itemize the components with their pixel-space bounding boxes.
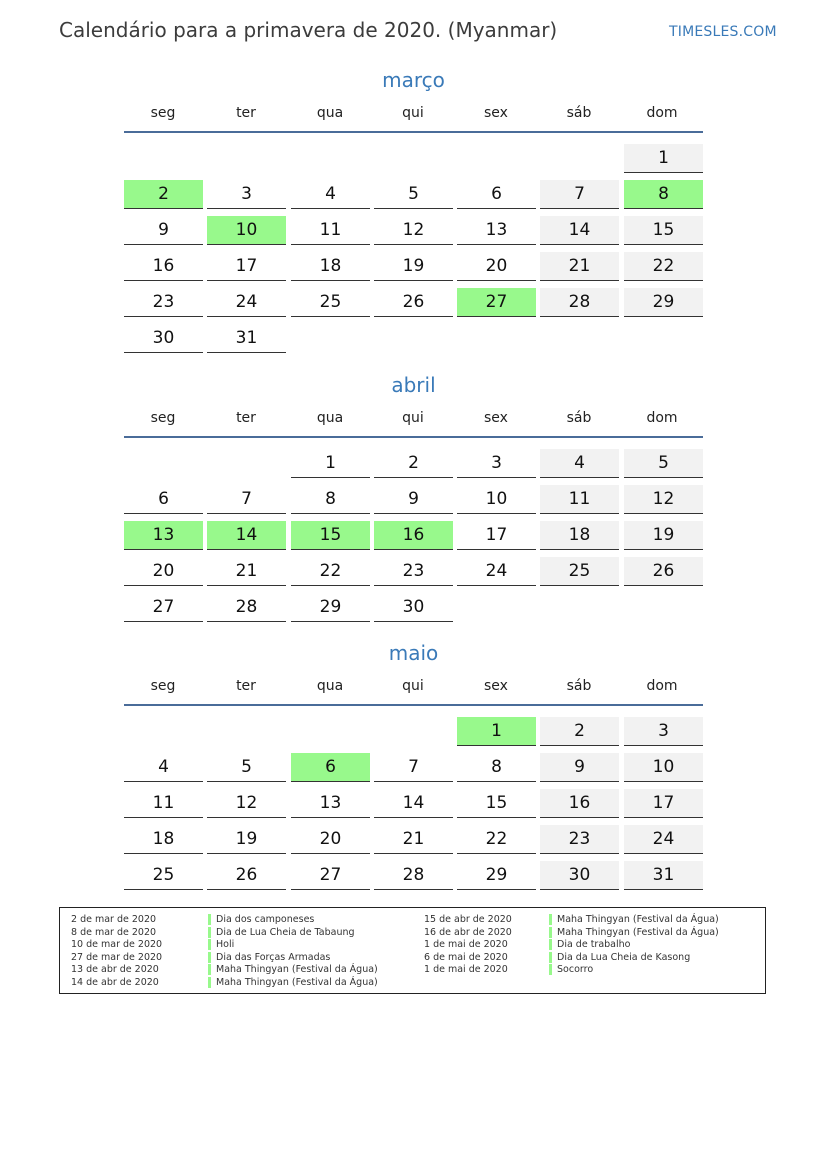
legend-color-marker — [208, 927, 211, 938]
day-cell[interactable]: 16 — [124, 252, 203, 281]
day-cell-holiday[interactable]: 13 — [124, 521, 203, 550]
day-cell[interactable]: 10 — [624, 753, 703, 782]
day-cell[interactable]: 27 — [291, 861, 370, 890]
day-cell[interactable]: 11 — [540, 485, 619, 514]
day-cell[interactable]: 29 — [624, 288, 703, 317]
day-cell[interactable]: 5 — [624, 449, 703, 478]
day-cell[interactable]: 20 — [457, 252, 536, 281]
weekday-header: dom — [646, 105, 678, 121]
day-cell[interactable]: 19 — [374, 252, 453, 281]
day-cell[interactable]: 11 — [291, 216, 370, 245]
weekday-header: seg — [150, 678, 176, 694]
day-cell[interactable]: 20 — [124, 557, 203, 586]
day-cell[interactable]: 18 — [124, 825, 203, 854]
day-cell[interactable]: 30 — [374, 593, 453, 622]
day-cell[interactable]: 12 — [374, 216, 453, 245]
day-cell[interactable]: 29 — [457, 861, 536, 890]
day-cell[interactable]: 1 — [624, 144, 703, 173]
weekday-header: sáb — [566, 678, 592, 694]
day-cell[interactable]: 5 — [374, 180, 453, 209]
day-cell[interactable]: 28 — [374, 861, 453, 890]
legend-date: 1 de mai de 2020 — [424, 964, 508, 976]
day-cell[interactable]: 18 — [540, 521, 619, 550]
legend-color-marker — [208, 939, 211, 950]
weekday-header: qui — [402, 105, 424, 121]
day-cell[interactable]: 11 — [124, 789, 203, 818]
header-rule — [124, 131, 703, 133]
day-cell[interactable]: 7 — [207, 485, 286, 514]
day-cell[interactable]: 25 — [540, 557, 619, 586]
day-cell[interactable]: 24 — [207, 288, 286, 317]
day-cell[interactable]: 5 — [207, 753, 286, 782]
legend-date: 6 de mai de 2020 — [424, 951, 508, 963]
legend-holiday-name: Holi — [216, 939, 235, 951]
legend-holiday-name: Maha Thingyan (Festival da Água) — [216, 964, 378, 976]
weekday-header: sex — [484, 678, 508, 694]
day-cell[interactable]: 17 — [207, 252, 286, 281]
legend-color-marker — [549, 927, 552, 938]
day-cell[interactable]: 7 — [540, 180, 619, 209]
day-cell[interactable]: 26 — [374, 288, 453, 317]
day-cell[interactable]: 12 — [624, 485, 703, 514]
day-cell[interactable]: 13 — [457, 216, 536, 245]
legend-holiday-name: Socorro — [557, 964, 594, 976]
day-cell[interactable]: 6 — [124, 485, 203, 514]
day-cell[interactable]: 31 — [624, 861, 703, 890]
day-cell[interactable]: 26 — [624, 557, 703, 586]
weekday-header: qua — [316, 678, 344, 694]
day-cell[interactable]: 30 — [124, 324, 203, 353]
weekday-header: seg — [150, 410, 176, 426]
legend-date: 27 de mar de 2020 — [71, 951, 163, 963]
day-cell[interactable]: 17 — [624, 789, 703, 818]
legend-holiday-name: Dia dos camponeses — [216, 914, 315, 925]
day-cell[interactable]: 6 — [457, 180, 536, 209]
day-cell[interactable]: 17 — [457, 521, 536, 550]
day-cell[interactable]: 8 — [457, 753, 536, 782]
header-rule — [124, 704, 703, 706]
day-cell-holiday[interactable]: 27 — [457, 288, 536, 317]
day-cell[interactable]: 4 — [540, 449, 619, 478]
day-cell[interactable]: 4 — [124, 753, 203, 782]
day-cell[interactable]: 4 — [291, 180, 370, 209]
day-cell[interactable]: 15 — [457, 789, 536, 818]
month-title: abril — [391, 373, 436, 397]
weekday-header: qui — [402, 678, 424, 694]
day-cell[interactable]: 13 — [291, 789, 370, 818]
day-cell[interactable]: 23 — [124, 288, 203, 317]
weekday-header: qua — [316, 105, 344, 121]
weekday-header: qua — [316, 410, 344, 426]
day-cell[interactable]: 21 — [374, 825, 453, 854]
day-cell[interactable]: 9 — [124, 216, 203, 245]
weekday-header: seg — [150, 105, 176, 121]
legend-color-marker — [208, 914, 211, 925]
legend-holiday-name: Dia de trabalho — [557, 939, 631, 951]
day-cell[interactable]: 7 — [374, 753, 453, 782]
legend-color-marker — [208, 952, 211, 963]
day-cell[interactable]: 22 — [457, 825, 536, 854]
day-cell-holiday[interactable]: 15 — [291, 521, 370, 550]
day-cell[interactable]: 28 — [540, 288, 619, 317]
day-cell[interactable]: 29 — [291, 593, 370, 622]
month-title: março — [382, 68, 445, 92]
day-cell[interactable]: 24 — [457, 557, 536, 586]
legend-date: 16 de abr de 2020 — [424, 926, 512, 938]
day-cell[interactable]: 23 — [540, 825, 619, 854]
day-cell[interactable]: 19 — [624, 521, 703, 550]
weekday-header: sáb — [566, 410, 592, 426]
month-title: maio — [388, 641, 439, 665]
day-cell[interactable]: 10 — [457, 485, 536, 514]
day-cell[interactable]: 15 — [624, 216, 703, 245]
day-cell-holiday[interactable]: 14 — [207, 521, 286, 550]
day-cell[interactable]: 9 — [540, 753, 619, 782]
weekday-header: ter — [236, 678, 256, 694]
legend-color-marker — [208, 964, 211, 975]
day-cell[interactable]: 14 — [374, 789, 453, 818]
day-cell[interactable]: 20 — [291, 825, 370, 854]
weekday-header: sáb — [566, 105, 592, 121]
day-cell[interactable]: 25 — [124, 861, 203, 890]
day-cell[interactable]: 9 — [374, 485, 453, 514]
day-cell-holiday[interactable]: 1 — [457, 717, 536, 746]
day-cell[interactable]: 21 — [207, 557, 286, 586]
day-cell[interactable]: 28 — [207, 593, 286, 622]
day-cell[interactable]: 27 — [124, 593, 203, 622]
day-cell[interactable]: 25 — [291, 288, 370, 317]
day-cell-holiday[interactable]: 6 — [291, 753, 370, 782]
weekday-header: ter — [236, 105, 256, 121]
legend-date: 14 de abr de 2020 — [71, 977, 159, 988]
legend-holiday-name: Dia de Lua Cheia de Tabaung — [216, 926, 355, 938]
legend-holiday-name: Maha Thingyan (Festival da Água) — [557, 914, 719, 925]
legend-color-marker — [549, 964, 552, 975]
legend-color-marker — [549, 952, 552, 963]
day-cell[interactable]: 19 — [207, 825, 286, 854]
legend-holiday-name: Dia das Forças Armadas — [216, 951, 331, 963]
legend-date: 13 de abr de 2020 — [71, 964, 159, 976]
weekday-header: sex — [484, 410, 508, 426]
header-rule — [124, 436, 703, 438]
day-cell[interactable]: 2 — [540, 717, 619, 746]
day-cell[interactable]: 3 — [624, 717, 703, 746]
legend-color-marker — [549, 939, 552, 950]
day-cell[interactable]: 30 — [540, 861, 619, 890]
day-cell[interactable]: 3 — [207, 180, 286, 209]
day-cell-holiday[interactable]: 8 — [624, 180, 703, 209]
day-cell[interactable]: 2 — [374, 449, 453, 478]
day-cell-holiday[interactable]: 2 — [124, 180, 203, 209]
legend-holiday-name: Maha Thingyan (Festival da Água) — [557, 926, 719, 938]
weekday-header: ter — [236, 410, 256, 426]
day-cell[interactable]: 31 — [207, 324, 286, 353]
legend-color-marker — [549, 914, 552, 925]
day-cell-holiday[interactable]: 16 — [374, 521, 453, 550]
day-cell[interactable]: 23 — [374, 557, 453, 586]
legend-date: 1 de mai de 2020 — [424, 939, 508, 951]
legend-date: 2 de mar de 2020 — [71, 914, 157, 925]
day-cell[interactable]: 22 — [291, 557, 370, 586]
legend-date: 8 de mar de 2020 — [71, 926, 157, 938]
day-cell[interactable]: 16 — [540, 789, 619, 818]
day-cell[interactable]: 22 — [624, 252, 703, 281]
day-cell[interactable]: 26 — [207, 861, 286, 890]
holiday-legend — [59, 907, 766, 994]
day-cell[interactable]: 1 — [291, 449, 370, 478]
weekday-header: dom — [646, 410, 678, 426]
legend-date: 10 de mar de 2020 — [71, 939, 163, 951]
weekday-header: dom — [646, 678, 678, 694]
day-cell[interactable]: 24 — [624, 825, 703, 854]
day-cell[interactable]: 8 — [291, 485, 370, 514]
weekday-header: qui — [402, 410, 424, 426]
day-cell[interactable]: 18 — [291, 252, 370, 281]
day-cell[interactable]: 3 — [457, 449, 536, 478]
day-cell[interactable]: 21 — [540, 252, 619, 281]
brand-logo-text[interactable]: TIMESLES.COM — [669, 24, 777, 40]
day-cell[interactable]: 12 — [207, 789, 286, 818]
legend-date: 15 de abr de 2020 — [424, 914, 512, 925]
page-title: Calendário para a primavera de 2020. (Myanmar) — [59, 18, 558, 42]
weekday-header: sex — [484, 105, 508, 121]
legend-color-marker — [208, 977, 211, 988]
day-cell-holiday[interactable]: 10 — [207, 216, 286, 245]
day-cell[interactable]: 14 — [540, 216, 619, 245]
legend-holiday-name: Dia da Lua Cheia de Kasong — [557, 951, 691, 963]
legend-holiday-name: Maha Thingyan (Festival da Água) — [216, 977, 378, 988]
